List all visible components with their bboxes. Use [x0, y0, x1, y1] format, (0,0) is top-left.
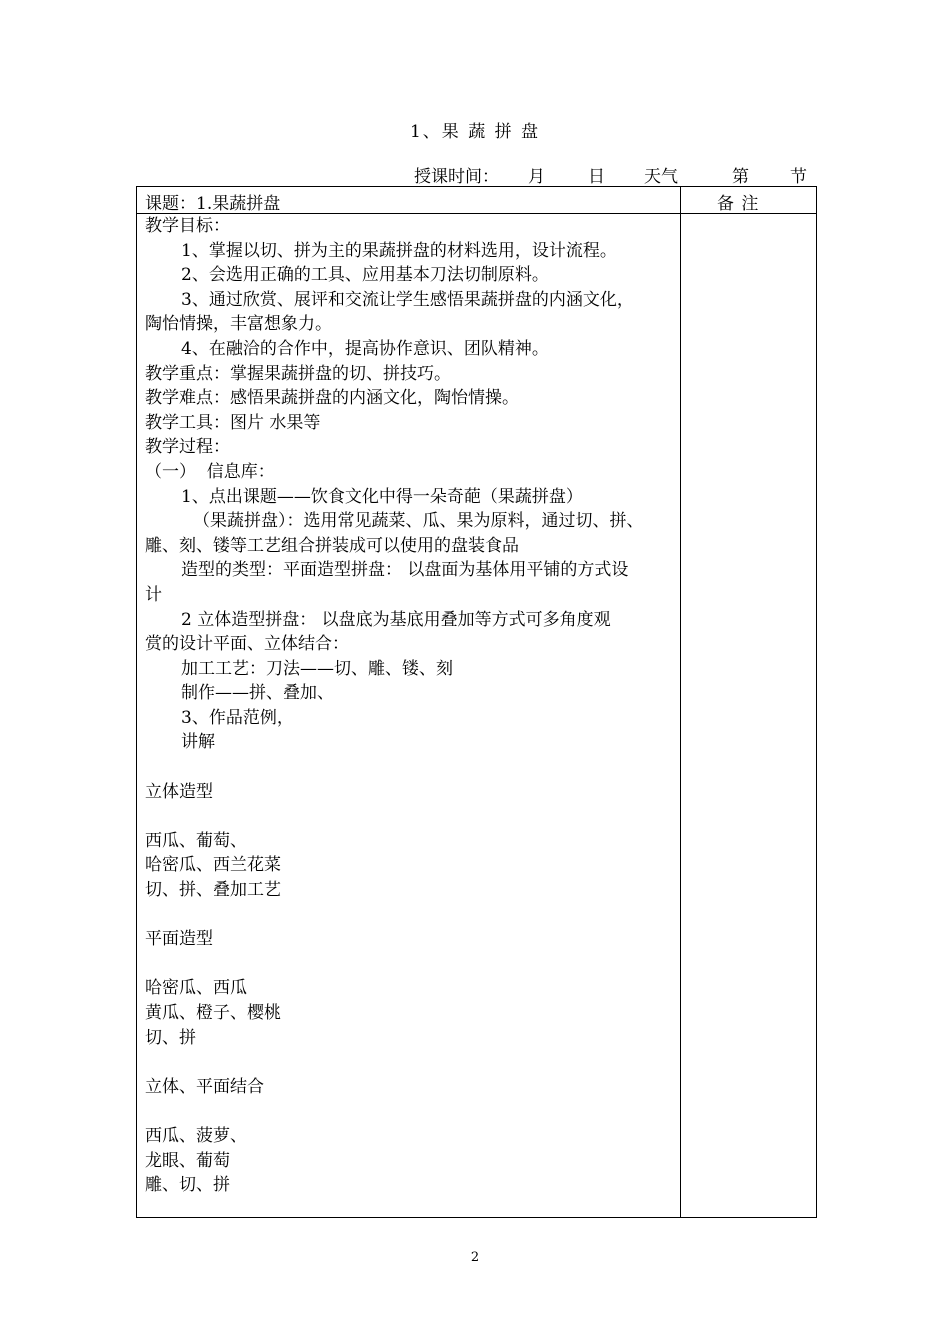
content-line: 切、拼 — [145, 1027, 196, 1048]
content-line: （一） 信息库： — [145, 461, 275, 482]
content-line: 计 — [145, 584, 162, 605]
period-suffix: 节 — [790, 167, 807, 187]
content-line: 4、在融洽的合作中，提高协作意识、团队精神。 — [181, 338, 549, 359]
content-line: 1、点出课题——饮食文化中得一朵奇葩（果蔬拼盘） — [181, 486, 583, 507]
content-line: 教学目标： — [145, 216, 230, 236]
lesson-time-label: 授课时间： — [414, 167, 499, 187]
day-label: 日 — [588, 167, 605, 187]
content-line: 立体造型 — [145, 781, 213, 802]
blank-line — [145, 952, 677, 977]
blank-line — [145, 755, 677, 780]
lesson-time-row — [414, 162, 814, 186]
content-line: 切、拼、叠加工艺 — [145, 880, 281, 901]
document-title: 1、果 蔬 拼 盘 — [409, 122, 541, 142]
content-line: 教学工具：图片 水果等 — [145, 412, 321, 433]
lesson-table — [136, 186, 817, 1218]
remarks-header: 备 注 — [717, 194, 760, 214]
content-line: 黄瓜、橙子、樱桃 — [145, 1003, 281, 1023]
content-line: 龙眼、葡萄 — [145, 1150, 230, 1171]
content-line: 陶怡情操，丰富想象力。 — [145, 314, 332, 335]
topic-header: 课题：1.果蔬拼盘 — [145, 194, 281, 214]
content-line: 教学过程： — [145, 437, 230, 458]
content-line: 3、通过欣赏、展评和交流让学生感悟果蔬拼盘的内涵文化， — [181, 289, 634, 310]
period-prefix: 第 — [732, 167, 749, 187]
month-label: 月 — [528, 167, 545, 187]
blank-line — [145, 1050, 677, 1075]
blank-line — [145, 804, 677, 829]
content-line: 1、掌握以切、拼为主的果蔬拼盘的材料选用，设计流程。 — [181, 240, 617, 261]
content-line: 哈密瓜、西瓜 — [145, 978, 247, 999]
content-line: 西瓜、菠萝、 — [145, 1125, 247, 1146]
content-line: 2、会选用正确的工具、应用基本刀法切制原料。 — [181, 265, 549, 286]
content-line: 教学重点：掌握果蔬拼盘的切、拼技巧。 — [145, 363, 451, 384]
weather-label: 天气 — [644, 167, 678, 187]
content-line: 2 立体造型拼盘： 以盘底为基底用叠加等方式可多角度观 — [181, 609, 611, 630]
blank-line — [145, 903, 677, 928]
content-line: 制作——拼、叠加、 — [181, 683, 334, 704]
content-line: 赏的设计平面、立体结合： — [145, 634, 349, 655]
content-line: 3、作品范例， — [181, 707, 294, 728]
column-divider — [680, 187, 681, 1217]
content-line: 雕、刻、镂等工艺组合拼装成可以使用的盘装食品 — [145, 535, 519, 556]
content-line: 西瓜、葡萄、 — [145, 830, 247, 851]
content-line: 加工工艺：刀法——切、雕、镂、刻 — [181, 658, 453, 679]
content-line: 教学难点：感悟果蔬拼盘的内涵文化，陶怡情操。 — [145, 388, 519, 409]
content-line: 立体、平面结合 — [145, 1076, 264, 1097]
blank-line — [145, 1099, 677, 1124]
content-line: 哈密瓜、西兰花菜 — [145, 855, 281, 876]
content-line: 讲解 — [181, 732, 215, 753]
page-number: 2 — [470, 1250, 480, 1265]
lesson-content — [145, 214, 677, 1198]
content-line: （果蔬拼盘）：选用常见蔬菜、瓜、果为原料，通过切、拼、 — [193, 511, 644, 532]
content-line: 平面造型 — [145, 929, 213, 950]
content-line: 造型的类型：平面造型拼盘： 以盘面为基体用平铺的方式设 — [181, 560, 629, 581]
content-line: 雕、切、拼 — [145, 1175, 230, 1196]
